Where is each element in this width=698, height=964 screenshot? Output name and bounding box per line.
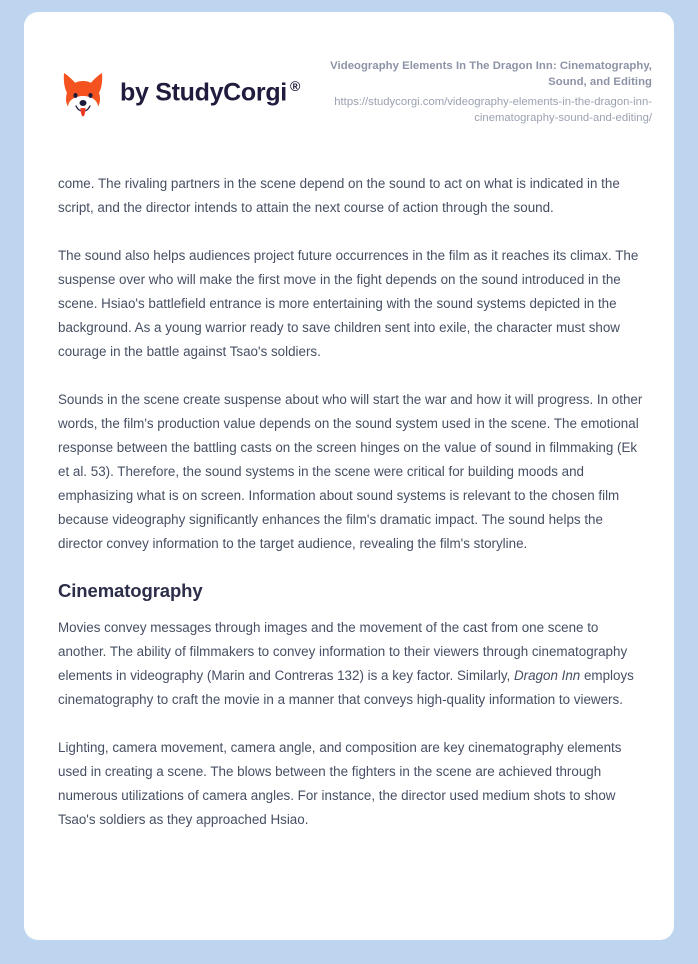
paragraph: Lighting, camera movement, camera angle, and composition are key cinematography elements used in creating a scene. The blows between the fighters in the scene are achieved through numerous utilizations of camera angles. For instance, the director used medium shots to show Tsao's soldiers as they approached Hsiao. <box>58 739 622 827</box>
paragraph-text-part: Movies convey messages through images and the movement of the cast from one scene to another. The ability of filmmakers to convey information to their viewers through cinematography elements in videography (Marin and Contreras 132) is a key factor. Similarly, <box>58 619 628 683</box>
page-header <box>24 12 674 126</box>
document-source-url: https://studycorgi.com/videography-elements-in-the-dragon-inn-cinematography-sound-and-editing/ <box>334 95 652 124</box>
registered-trademark-symbol: ® <box>289 78 300 95</box>
document-body <box>24 172 674 832</box>
paragraph: Sounds in the scene create suspense about who will start the war and how it will progress. In other words, the film's production value depends on the sound system used in the scene. The emotional response between the battling casts on the screen hinges on the value of sound in filmmaking (Ek et al. 53). Therefore, the sound systems in the scene were critical for building moods and emphasizing what is on screen. Information about sound systems is relevant to the chosen film because videography significantly enhances the film's dramatic impact. The sound helps the director convey information to the target audience, revealing the film's storyline. <box>58 391 643 551</box>
brand-name-text: by StudyCorgi <box>120 78 287 107</box>
document-page-card <box>24 12 674 940</box>
paragraph-text-part: employs cinematography to craft the movie in a manner that conveys high-quality information to viewers. <box>58 667 634 707</box>
paragraph <box>58 616 648 712</box>
film-title-italic: Dragon Inn <box>513 667 581 683</box>
header-document-meta <box>302 58 652 126</box>
document-title: Videography Elements In The Dragon Inn: Cinematography, Sound, and Editing <box>330 60 652 89</box>
paragraph: come. The rivaling partners in the scene depend on the sound to act on what is indicated in the script, and the director intends to attain the next course of action through the sound. <box>58 175 620 215</box>
corgi-face-icon <box>58 68 108 118</box>
paragraph: The sound also helps audiences project future occurrences in the film as it reaches its climax. The suspense over who will make the first move in the fight depends on the sound introduced in the scene. Hsiao's battlefield entrance is more entertaining with the sound systems depicted in the background. As a young warrior ready to save children sent into exile, the character must show courage in the battle against Tsao's soldiers. <box>58 247 639 359</box>
section-heading-cinematography: Cinematography <box>58 579 203 601</box>
brand-logo-block <box>58 68 300 118</box>
brand-name <box>120 78 300 107</box>
